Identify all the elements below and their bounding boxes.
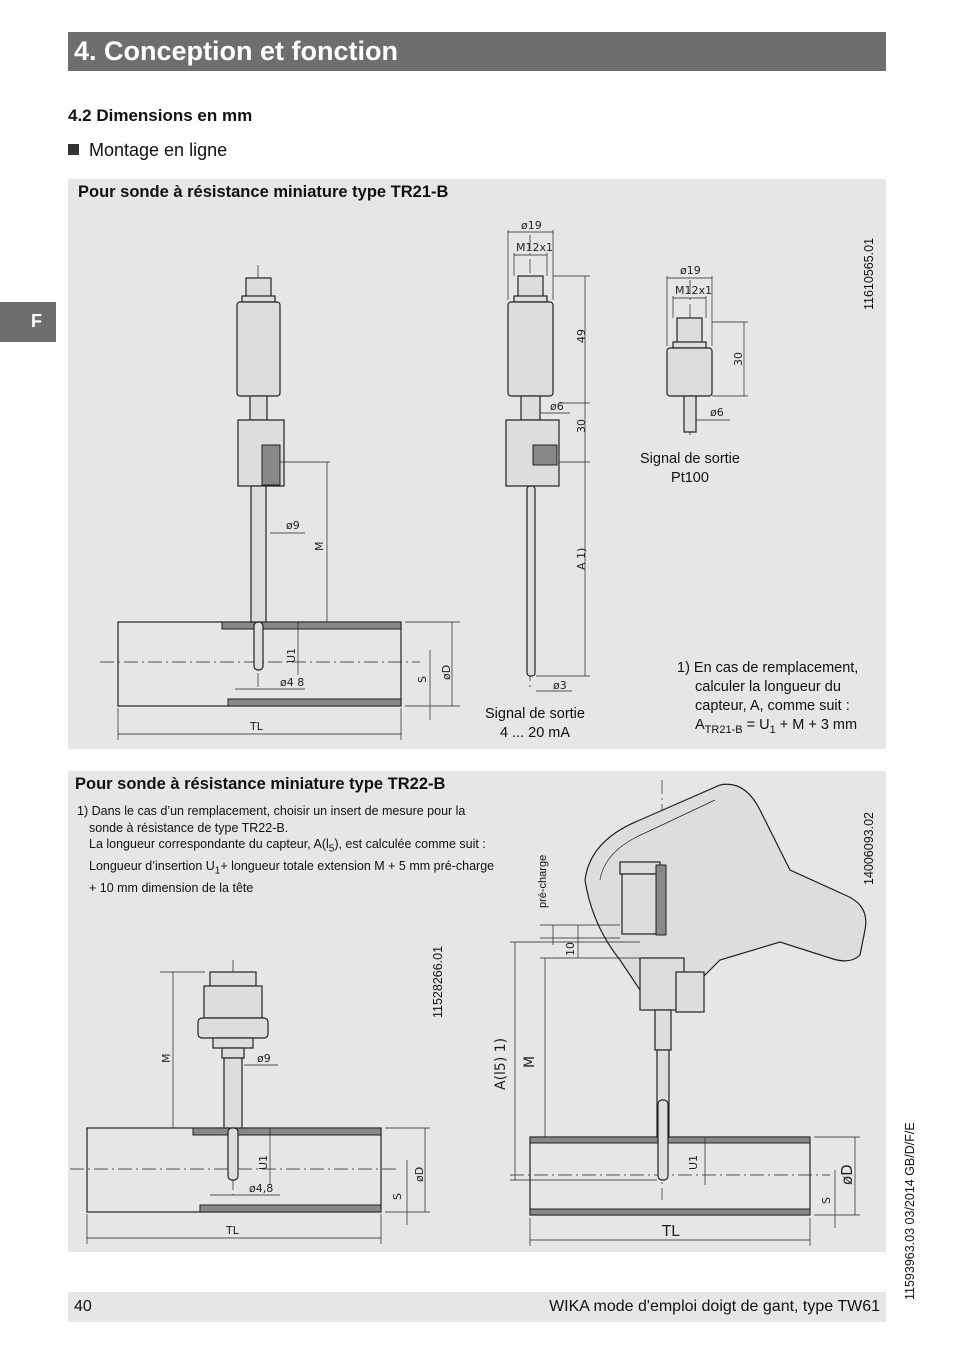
document-title: WIKA mode d'emploi doigt de gant, type TW61 <box>549 1298 880 1315</box>
dim3-m: M <box>522 1055 538 1068</box>
dim-49: 49 <box>575 329 588 343</box>
note-line: capteur, A, comme suit : <box>695 698 850 714</box>
note-part: Longueur d’insertion U <box>89 859 215 873</box>
signal-value: Pt100 <box>671 470 709 486</box>
dim-d3: ø3 <box>553 679 567 692</box>
dim3-s: S <box>820 1197 833 1204</box>
note-line <box>89 836 539 858</box>
dim-pt100-30: 30 <box>732 352 745 366</box>
dim3-al5: A(l5) 1) <box>493 1037 509 1090</box>
bullet-text: Montage en ligne <box>89 140 228 160</box>
dim-30: 30 <box>575 419 588 433</box>
tr21b-installed-drawing <box>100 265 460 740</box>
dim3-tl: TL <box>662 1222 680 1240</box>
signal-label: Signal de sortie <box>485 706 585 722</box>
dim-pt100-m12: M12x1 <box>675 284 712 297</box>
drawing-id-3: 14006093.02 <box>862 812 876 885</box>
note-sub: 1 <box>214 865 221 877</box>
dim-m12: M12x1 <box>516 241 553 254</box>
note-part: ), est calculée comme suit : <box>334 837 486 851</box>
dim2-d48: ø4,8 <box>249 1182 274 1195</box>
page-number: 40 <box>74 1298 92 1315</box>
dim-tl: TL <box>250 720 263 733</box>
panel-tr22b-title: Pour sonde à résistance miniature type TR22-B <box>75 775 446 793</box>
language-tab-label: F <box>31 311 42 331</box>
dim3-u1: U1 <box>687 1154 700 1170</box>
formula-u-sub: 1 <box>769 723 776 736</box>
note-line: calculer la longueur du <box>695 679 841 695</box>
section-title: 4.2 Dimensions en mm <box>68 106 253 125</box>
dim-u1: U1 <box>285 647 298 663</box>
dim2-tl: TL <box>226 1224 239 1237</box>
dim3-od: øD <box>838 1164 856 1185</box>
dim-d6: ø6 <box>550 400 564 413</box>
dim-d9: ø9 <box>286 519 300 532</box>
dim2-d9: ø9 <box>257 1052 271 1065</box>
tr21b-probe-drawing <box>506 219 590 692</box>
document-reference: 11593963.03 03/2014 GB/D/F/E <box>903 1122 917 1300</box>
dim3-10: 10 <box>564 942 577 956</box>
signal-text-4-20 <box>470 705 600 743</box>
dim-pt100-d6: ø6 <box>710 406 724 419</box>
tr22b-head-drawing <box>493 780 866 1246</box>
note-line: sonde à résistance de type TR22-B. <box>89 820 289 835</box>
note-sub: 5 <box>328 843 335 855</box>
signal-text-pt100 <box>625 450 755 488</box>
dim-s: S <box>416 676 429 683</box>
pt100-probe-drawing <box>667 264 748 435</box>
note-part: + longueur totale extension M + 5 mm pré-charge <box>220 859 495 873</box>
replacement-note <box>677 659 858 740</box>
formula-sub: TR21-B <box>704 723 743 736</box>
dim-d19: ø19 <box>521 219 542 232</box>
dim-a1: A 1) <box>575 547 588 570</box>
formula-eq: = U <box>742 717 770 733</box>
dim2-u1: U1 <box>257 1154 270 1170</box>
dim-m: M <box>313 541 326 551</box>
dim-d48: ø4 8 <box>280 676 305 689</box>
note-line: 1) En cas de remplacement, <box>677 660 859 676</box>
dim2-s: S <box>391 1193 404 1200</box>
formula-a: A <box>695 717 705 733</box>
chapter-title: 4. Conception et fonction <box>74 36 398 66</box>
page-footer <box>68 1292 886 1322</box>
signal-value: 4 ... 20 mA <box>499 725 571 741</box>
drawing-id-2: 11528266.01 <box>431 945 445 1018</box>
signal-label: Signal de sortie <box>640 451 740 467</box>
note-line <box>89 858 539 880</box>
formula-rest: + M + 3 mm <box>775 717 858 733</box>
note-line: 1) Dans le cas d’un remplacement, choisir un insert de mesure pour la <box>77 804 466 818</box>
tr22b-note <box>77 803 539 897</box>
dim-od: øD <box>440 664 453 680</box>
panel-tr21b-title: Pour sonde à résistance miniature type TR21-B <box>78 183 449 201</box>
note-part: La longueur correspondante du capteur, A(l <box>89 837 329 851</box>
tr22b-installed-drawing <box>70 960 430 1244</box>
note-line: + 10 mm dimension de la tête <box>89 881 254 895</box>
drawing-id-1: 11610565.01 <box>862 237 876 310</box>
dim2-od: øD <box>413 1166 426 1182</box>
dim2-m: M <box>160 1053 173 1063</box>
precharge-label: pré-charge <box>537 854 549 908</box>
note-formula <box>677 716 858 740</box>
dim-pt100-d19: ø19 <box>680 264 701 277</box>
